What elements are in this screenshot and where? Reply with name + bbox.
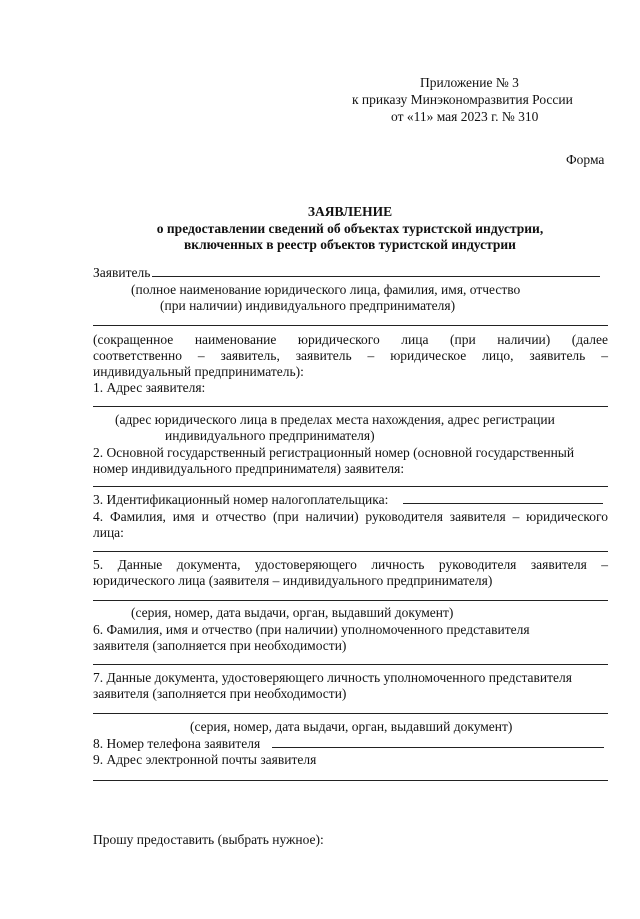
applicant-input-line[interactable] <box>152 276 600 277</box>
appendix-number: Приложение № 3 <box>420 75 519 90</box>
document-subtitle-1: о предоставлении сведений об объектах туристской индустрии, <box>156 221 544 236</box>
address-hint-2: индивидуального предпринимателя) <box>165 428 375 443</box>
email-input-line[interactable] <box>93 780 608 781</box>
item-5-director-doc-2: юридического лица (заявителя – индивидуального предпринимателя) <box>93 573 493 588</box>
item-3-inn: 3. Идентификационный номер налогоплательщика: <box>93 492 389 507</box>
item-8-phone: 8. Номер телефона заявителя <box>93 736 261 751</box>
item-6-representative-1: 6. Фамилия, имя и отчество (при наличии) уполномоченного представителя <box>93 622 530 637</box>
applicant-label: Заявитель <box>93 265 151 280</box>
item-7-representative-doc-2: заявителя (заполняется при необходимости) <box>93 686 347 701</box>
item-4-director-1: 4. Фамилия, имя и отчество (при наличии) руководителя заявителя – юридического <box>93 509 608 524</box>
item-4-director-2: лица: <box>93 525 124 540</box>
short-name-text-3: индивидуальный предприниматель): <box>93 364 304 379</box>
short-name-text-1: (сокращенное наименование юридического лица (при наличии) (далее <box>93 332 608 347</box>
applicant-hint-2: (при наличии) индивидуального предпринимателя) <box>160 298 456 313</box>
document-subtitle-2: включенных в реестр объектов туристской индустрии <box>184 237 516 252</box>
director-doc-input-line[interactable] <box>93 600 608 601</box>
short-name-input-line[interactable] <box>93 325 608 326</box>
ogrn-input-line[interactable] <box>93 486 608 487</box>
item-2-ogrn-2: номер индивидуального предпринимателя) заявителя: <box>93 461 405 476</box>
document-title: ЗАЯВЛЕНИЕ <box>307 204 393 219</box>
applicant-hint-1: (полное наименование юридического лица, фамилия, имя, отчество <box>131 282 521 297</box>
item-6-representative-2: заявителя (заполняется при необходимости) <box>93 638 347 653</box>
phone-input-line[interactable] <box>272 747 604 748</box>
form-label: Форма <box>566 152 605 167</box>
item-7-representative-doc-1: 7. Данные документа, удостоверяющего личность уполномоченного представителя <box>93 670 572 685</box>
inn-input-line[interactable] <box>403 503 603 504</box>
order-date: от «11» мая 2023 г. № 310 <box>391 109 539 124</box>
item-9-email: 9. Адрес электронной почты заявителя <box>93 752 317 767</box>
request-text: Прошу предоставить (выбрать нужное): <box>93 832 324 847</box>
director-input-line[interactable] <box>93 551 608 552</box>
representative-doc-input-line[interactable] <box>93 713 608 714</box>
item-5-director-doc-1: 5. Данные документа, удостоверяющего личность руководителя заявителя – <box>93 557 608 572</box>
representative-input-line[interactable] <box>93 664 608 665</box>
representative-doc-hint: (серия, номер, дата выдачи, орган, выдавший документ) <box>190 719 513 734</box>
director-doc-hint: (серия, номер, дата выдачи, орган, выдавший документ) <box>131 605 454 620</box>
short-name-text-2: соответственно – заявитель, заявитель – юридическое лицо, заявитель – <box>93 348 608 363</box>
address-hint-1: (адрес юридического лица в пределах места нахождения, адрес регистрации <box>115 412 555 427</box>
order-reference: к приказу Минэкономразвития России <box>352 92 573 107</box>
address-input-line[interactable] <box>93 406 608 407</box>
item-2-ogrn-1: 2. Основной государственный регистрационный номер (основной государственный <box>93 445 575 460</box>
item-1-address: 1. Адрес заявителя: <box>93 380 206 395</box>
